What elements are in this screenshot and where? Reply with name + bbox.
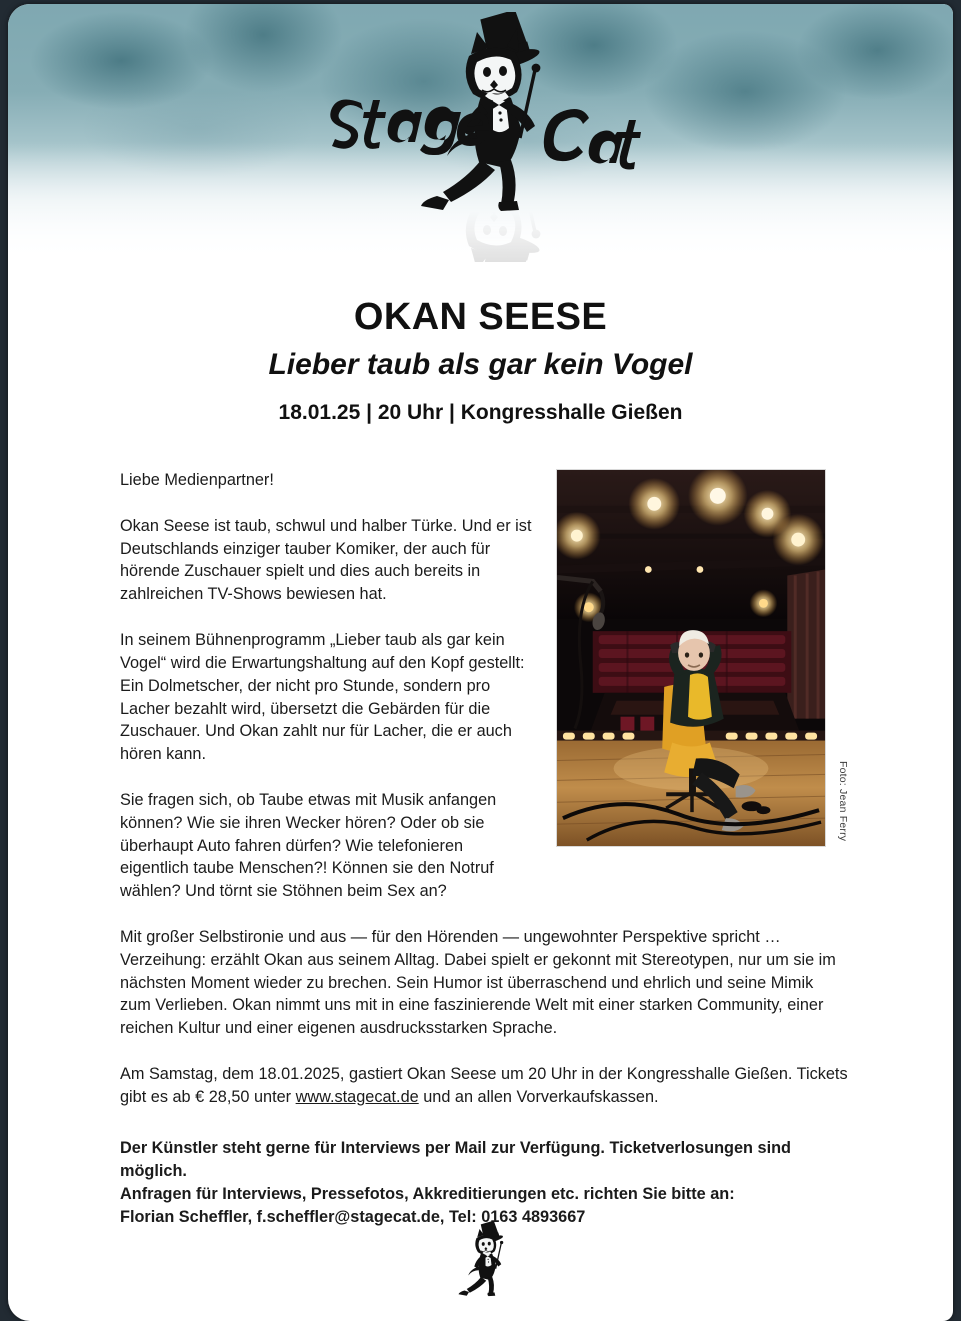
press-contact-line-3: Florian Scheffler, f.scheffler@stagecat.de, Tel: 0163 4893667 bbox=[120, 1208, 586, 1227]
stage-photo-figure bbox=[556, 469, 848, 847]
page-header-banner bbox=[8, 4, 953, 262]
stagecat-website-link[interactable]: www.stagecat.de bbox=[295, 1087, 419, 1106]
page-title: OKAN SEESE bbox=[353, 296, 608, 338]
title-block bbox=[8, 296, 953, 425]
press-release-page bbox=[8, 4, 953, 1321]
press-contact-line-2: Anfragen für Interviews, Pressefotos, Akkreditierungen etc. richten Sie bitte an: bbox=[120, 1184, 735, 1203]
stage-photo bbox=[556, 469, 826, 847]
page-footer bbox=[8, 1220, 953, 1303]
press-release-body bbox=[8, 425, 953, 1229]
event-details-line: 18.01.25 | 20 Uhr | Kongresshalle Gießen bbox=[278, 401, 683, 424]
ticket-info-paragraph bbox=[120, 1063, 848, 1109]
body-paragraph-2: In seinem Bühnenprogramm „Lieber taub als gar kein Vogel“ wird die Erwartungshaltung auf den Kopf gestellt: Ein Dolmetscher, der nicht pro Stunde, sondern pro Lacher bezahlt wird, übersetzt die Gebärden für die Zuschauer. Und Okan zahlt nur für Lacher, die er auch hören kann. bbox=[120, 631, 525, 764]
ticket-info-text-after-link: und an allen Vorverkaufskassen. bbox=[418, 1087, 659, 1106]
stagecat-footer-logo bbox=[421, 1220, 541, 1298]
show-title: Lieber taub als gar kein Vogel bbox=[268, 348, 693, 381]
press-contact-line-1: Der Künstler steht gerne für Interviews per Mail zur Verfügung. Ticketverlosungen sind möglich. bbox=[120, 1138, 791, 1180]
body-paragraph-3: Sie fragen sich, ob Taube etwas mit Musik anfangen können? Wie sie ihren Wecker hören? Oder ob sie überhaupt Auto fahren dürfen? Wie telefonieren eigentlich taube Menschen?! Können sie den Notruf wählen? Und törnt sie Stöhnen beim Sex an? bbox=[120, 790, 497, 901]
photo-credit: Foto: Jean Ferry bbox=[837, 760, 849, 841]
body-paragraph-1: Okan Seese ist taub, schwul und halber Türke. Und er ist Deutschlands einziger tauber Komiker, der auch für hörende Zuschauer spielt und dies auch bereits in zahlreichen TV-Shows bewiesen hat. bbox=[120, 516, 532, 604]
ticket-info-text-before-link: Am Samstag, dem 18.01.2025, gastiert Okan Seese um 20 Uhr in der Kongresshalle Gießen. Tickets gibt es ab € 28,50 unter bbox=[120, 1065, 848, 1106]
body-paragraph-4: Mit großer Selbstironie und aus — für den Hörenden — ungewohnter Perspektive spricht … Verzeihung: erzählt Okan aus seinem Alltag. Dabei spielt er gekonnt mit Stereotypen, nur um sie im nächsten Moment wieder zu brechen. Sein Humor ist überraschend und ehrlich und seine Mimik zum Verlieben. Okan nimmt uns mit in eine faszinierende Welt mit einer starken Community, einer reichen Kultur und einer eigenen ausdrucksstarken Sprache. bbox=[120, 928, 836, 1038]
stagecat-logo bbox=[321, 12, 641, 212]
salutation: Liebe Medienpartner! bbox=[120, 471, 274, 489]
press-contact-block bbox=[120, 1137, 848, 1230]
